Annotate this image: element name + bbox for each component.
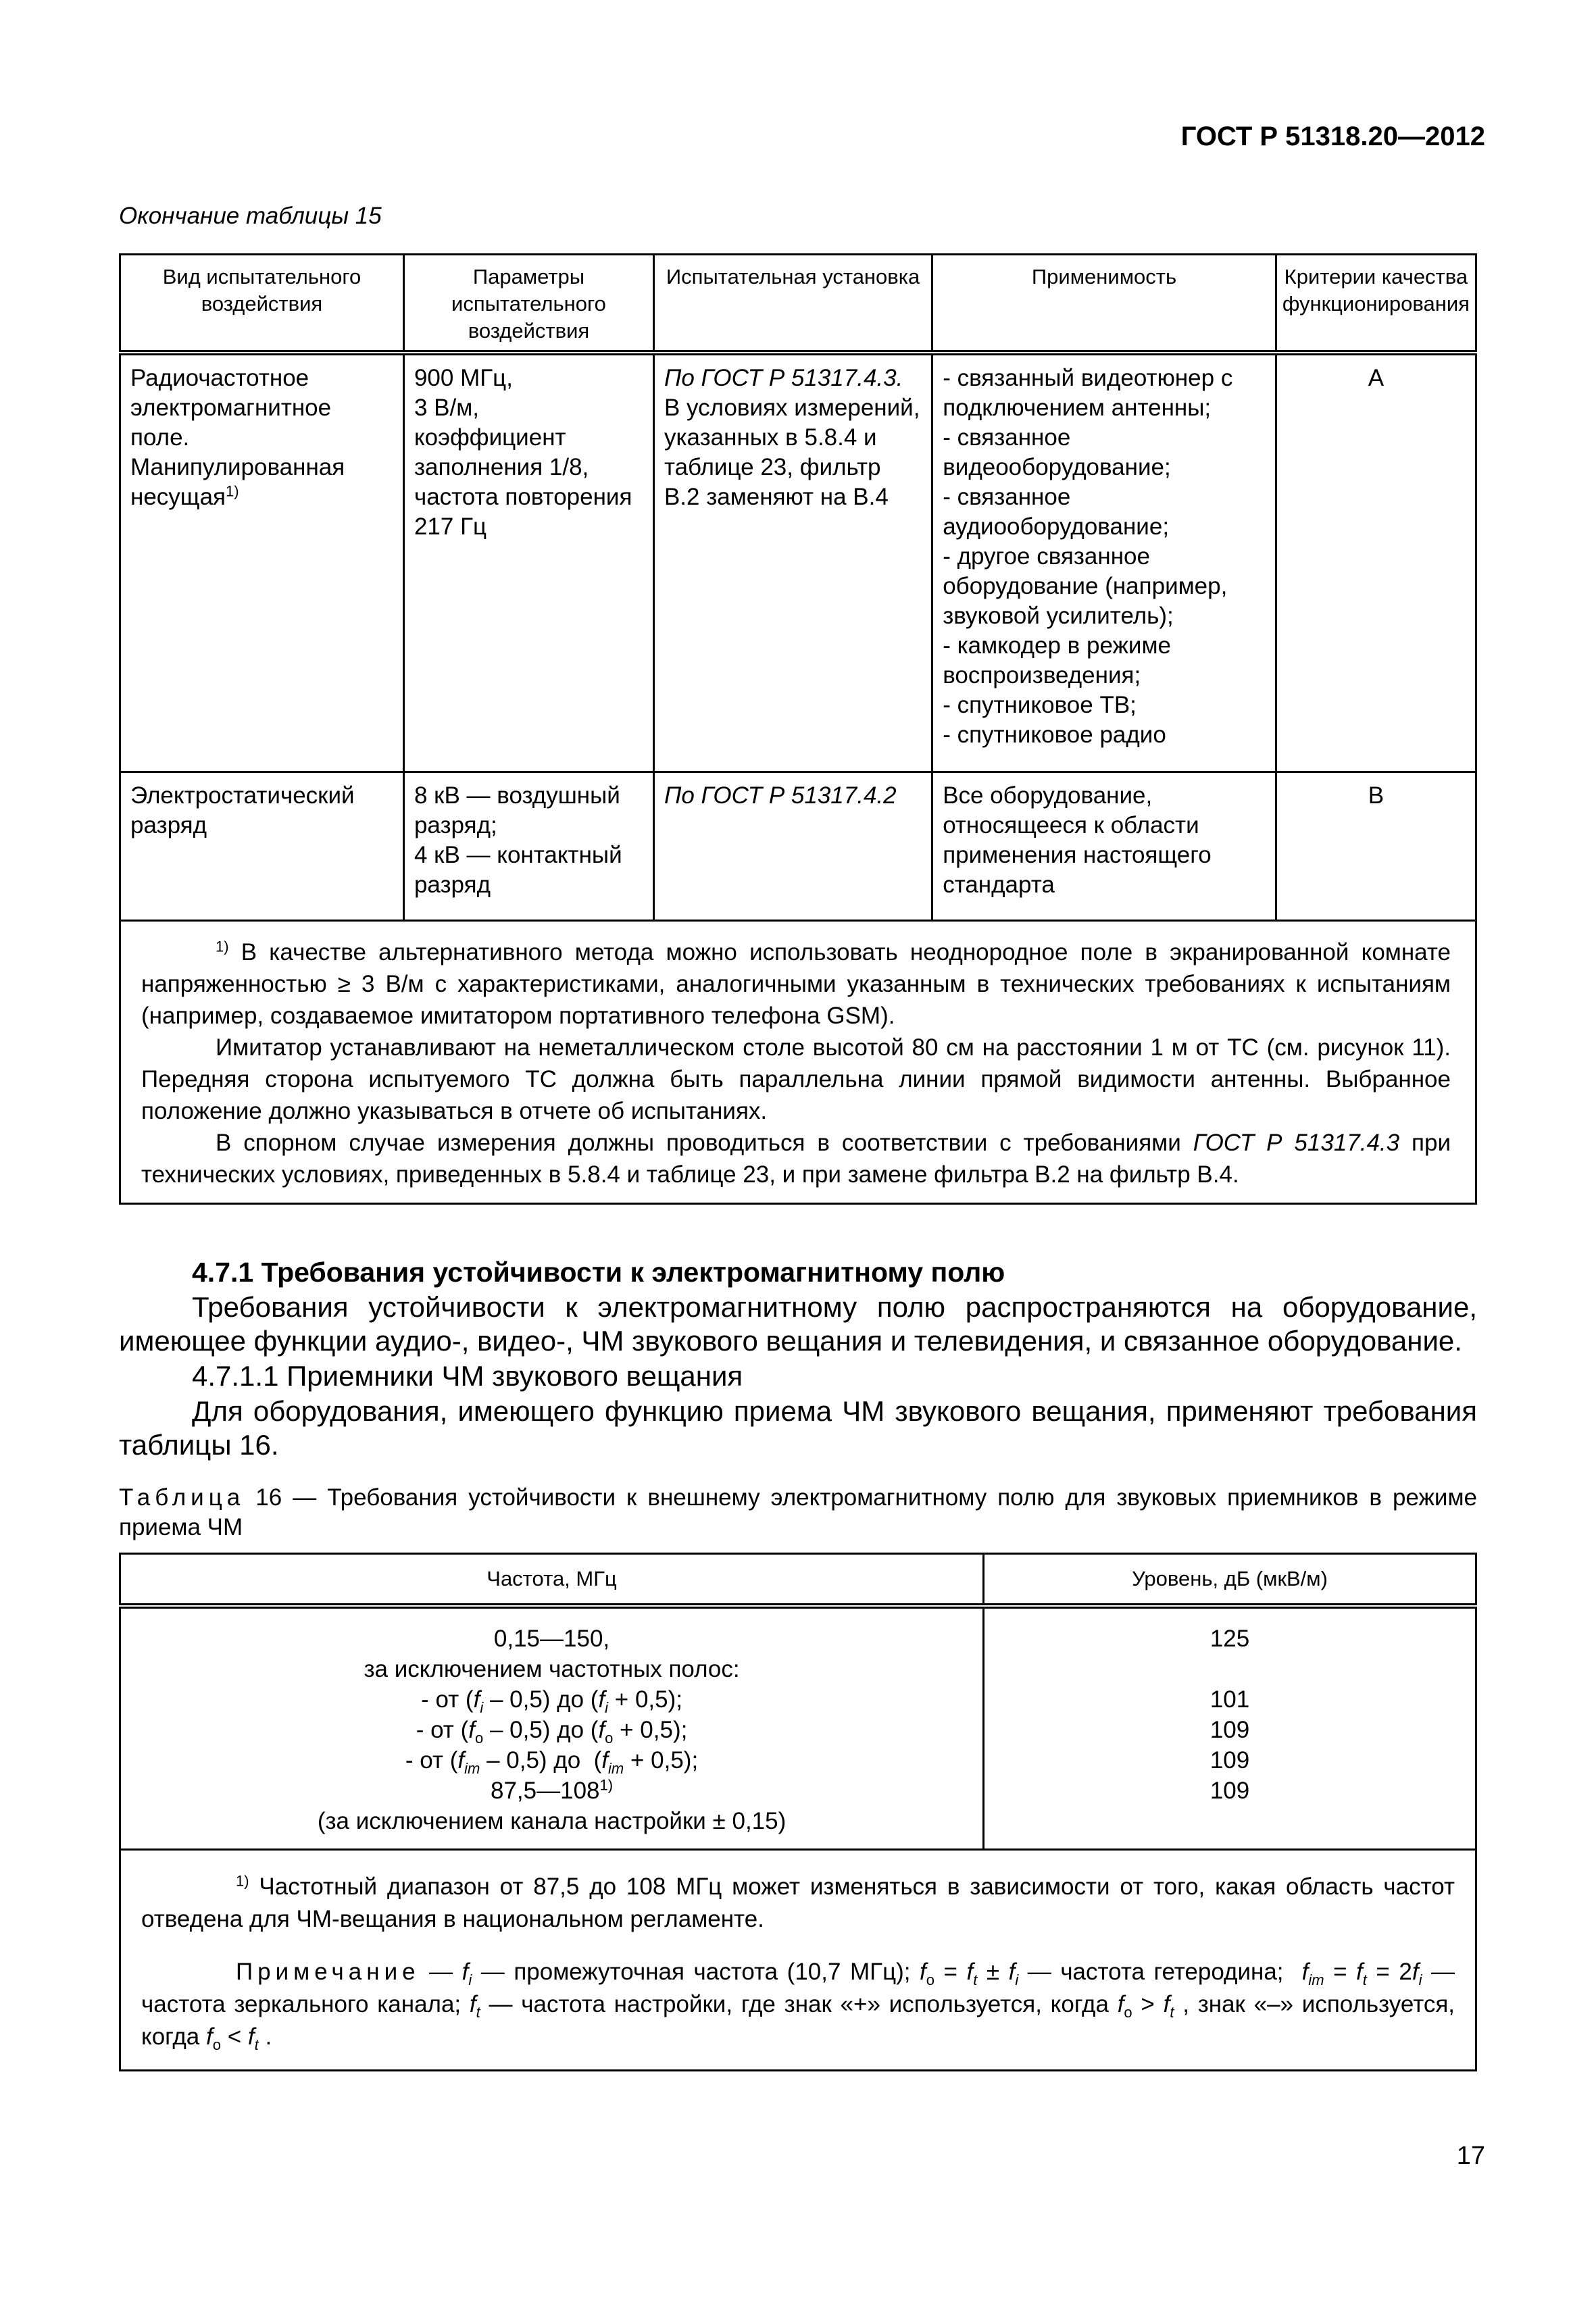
applicability-item: - спутниковое радио [943,722,1166,748]
header-criteria: Критерии качества функционирования [1276,255,1476,353]
header-test-setup: Испытательная установка [653,255,932,353]
table-15-footnote [120,920,1476,1203]
applicability-item: - связанное видеооборудование; [943,424,1171,480]
table-note: Примечание — $f_i$ — промежуточная частота (10,7 МГц); $f_o = f_t \pm f_i$ — частота гетеродина; $f_{im} = f_t = 2f_i$ — частота зеркального канала; $f_t$ — частота настройки, где знак «+» используется, когда $f_o > f_t$ , знак «–» используется, когда $f_o < f_t$ . [141,1959,1455,2053]
subsection-heading-text: 4.7.1.1 Приемники ЧМ звукового вещания [192,1360,743,1392]
cell-level [984,1606,1476,1850]
level-value: 109 [1210,1778,1250,1804]
cell-test-type: Электростатический разряд [120,772,404,920]
footnote-paragraph [141,936,1451,1032]
table-15 [119,253,1477,1205]
section-heading-text: 4.7.1 Требования устойчивости к электромагнитному полю [192,1257,1005,1288]
subsection-heading [119,1359,1477,1393]
section-paragraph-2 [119,1394,1477,1462]
footnote-ref: 1) [599,1776,614,1794]
param-line: 900 МГц, [414,365,513,391]
param-line: частота повторения 217 Гц [414,484,632,540]
frequency-line: - от $(f_{im} - 0,5)$ до $(f_{im} + 0,5)$; [405,1747,699,1777]
cell-criteria: А [1276,353,1476,772]
paragraph-text: Для оборудования, имеющего функцию приема ЧМ звукового вещания, применяют требования таблицы 16. [119,1395,1477,1461]
table-row [120,353,1476,772]
applicability-item: - камкодер в режиме воспроизведения; [943,632,1172,688]
cell-test-setup [653,353,932,772]
frequency-line: 0,15—150, [493,1626,610,1652]
setup-standard-ref: По ГОСТ Р 51317.4.3. [664,365,903,391]
footnote-paragraph: Имитатор устанавливают на неметаллическом столе высотой 80 см на расстоянии 1 м от ТС (см. рисунок 11). Передняя сторона испытуемого ТС должна быть параллельна линии прямой видимости антенны. Выбранное положение должно указываться в отчете об испытаниях. [141,1034,1451,1124]
param-line: коэффициент заполнения 1/8, [414,424,589,480]
frequency-line: - от $(f_i - 0,5)$ до $(f_i + 0,5)$; [421,1686,682,1716]
table-row [120,772,1476,920]
frequency-line: (за исключением канала настройки ± 0,15) [317,1808,787,1834]
frequency-line: за исключением частотных полос: [364,1656,740,1682]
frequency-value: 87,5—108 [490,1778,600,1804]
applicability-item: - другое связанное оборудование (например, звуковой усилитель); [943,543,1228,629]
cell-applicability: Все оборудование, относящееся к области применения настоящего стандарта [932,772,1276,920]
table-row [120,1606,1476,1850]
footnote-text: при технических условиях, приведенных в 5.8.4 и таблице 23, и при замене фильтра В.2 на фильтр В.4. [141,1129,1451,1188]
applicability-item: - связанное аудиооборудование; [943,484,1170,540]
table-16-footnote [120,1850,1476,2071]
page-number: 17 [1456,2142,1485,2170]
header-level: Уровень, дБ (мкВ/м) [984,1554,1476,1607]
section-paragraph-1 [119,1290,1477,1358]
note-label: Примечание [236,1959,420,1985]
param-line: 3 В/м, [414,395,479,421]
level-value: 109 [1210,1747,1250,1774]
applicability-item: - спутниковое ТВ; [943,692,1137,718]
test-type-text: Радиочастотное электромагнитное поле. Манипулированная несущая [130,365,345,510]
frequency-line [128,1776,976,1806]
paragraph-text: Требования устойчивости к электромагнитному полю распространяются на оборудование, имеющее функции аудио-, видео-, ЧМ звукового вещания и телевидения, и связанное оборудование. [119,1291,1477,1357]
header-applicability: Применимость [932,255,1276,353]
header-test-type: Вид испытательного воздействия [120,255,404,353]
footnote-standard-ref: ГОСТ Р 51317.4.3 [1193,1129,1400,1156]
table-15-header-row [120,255,1476,353]
setup-text: В условиях измерений, указанных в 5.8.4 и таблице 23, фильтр В.2 заменяют на В.4 [664,395,920,510]
cell-test-setup: По ГОСТ Р 51317.4.2 [653,772,932,920]
footnote-mark: 1) [216,937,229,955]
footnote-paragraph [141,1127,1451,1190]
footnote-mark: 1) [236,1872,249,1890]
table-16 [119,1553,1477,2071]
header-frequency: Частота, МГц [120,1554,984,1607]
cell-test-params [403,353,653,772]
cell-test-params [403,772,653,920]
table-continuation-caption: Окончание таблицы 15 [119,203,382,229]
cell-applicability [932,353,1276,772]
footnote-paragraph [141,1871,1455,1936]
table-16-header-row [120,1554,1476,1607]
footnote-ref: 1) [226,482,239,500]
footnote-text: В спорном случае измерения должны проводиться в соответствии с требованиями [216,1129,1181,1156]
cell-test-type [120,353,404,772]
level-value: 125 [1210,1626,1250,1652]
section-heading [119,1255,1477,1289]
cell-frequency [120,1606,984,1850]
level-value [991,1654,1468,1684]
footnote-text: Частотный диапазон от 87,5 до 108 МГц может изменяться в зависимости от того, какая область частот отведена для ЧМ-вещания в национальном регламенте. [141,1873,1455,1932]
table-16-caption [119,1483,1477,1542]
applicability-item: - связанный видеотюнер с подключением антенны; [943,365,1233,421]
frequency-line: - от $(f_o - 0,5)$ до $(f_o + 0,5)$; [416,1717,688,1746]
param-line: 4 кВ — контактный разряд [414,841,622,898]
footnote-text: В качестве альтернативного метода можно использовать неоднородное поле в экранированной комнате напряженностью ≥ 3 В/м с характеристиками, аналогичными указанным в технических требованиях к испытаниям (например, создаваемое имитатором портативного телефона GSM). [141,938,1451,1029]
level-value: 109 [1210,1717,1250,1743]
document-header: ГОСТ Р 51318.20—2012 [1180,122,1485,151]
param-line: 8 кВ — воздушный разряд; [414,782,620,838]
header-test-params: Параметры испытательного воздействия [403,255,653,353]
table-16-footnote-row [120,1850,1476,2071]
caption-label: Таблица [119,1484,245,1511]
level-value: 101 [1210,1686,1250,1713]
table-15-footnote-row [120,920,1476,1203]
caption-text: 16 — Требования устойчивости к внешнему электромагнитному полю для звуковых приемников в режиме приема ЧМ [119,1484,1477,1540]
cell-criteria: В [1276,772,1476,920]
